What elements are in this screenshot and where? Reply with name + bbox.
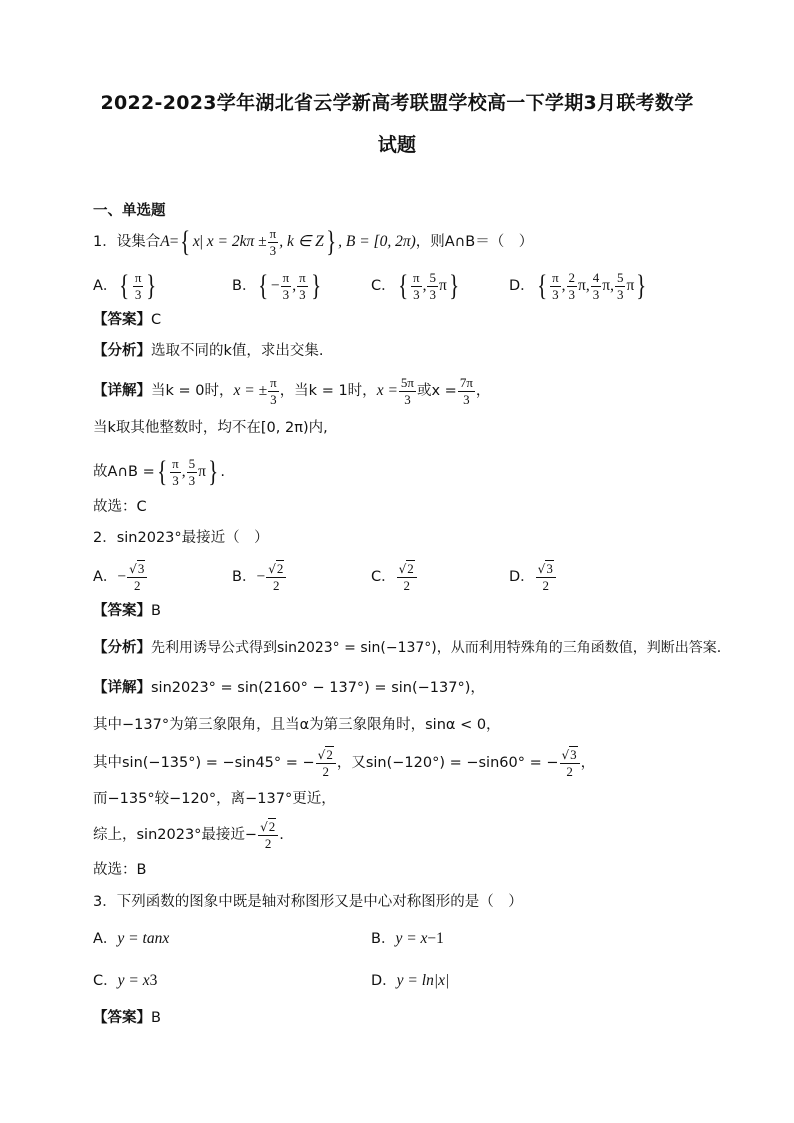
q2-stem: 2．sin2023°最接近（ ） (93, 530, 269, 546)
q1-option-b[interactable]: B． { − $\frac{\pi}{3}$ , $\frac{\pi}{3}$ } (232, 269, 321, 302)
q1-detail-line2: 当k取其他整数时，均不在[0, 2π)内, (93, 420, 328, 436)
q2-option-d[interactable]: D． $\frac{√3}{2}$ (509, 557, 557, 597)
q2-choose: 故选：B (93, 862, 147, 878)
q3-option-d[interactable]: D． y = ln|x| (371, 972, 450, 989)
q2-answer: 【答案】 B (93, 603, 161, 619)
q1-choose: 故选：C (93, 499, 147, 515)
q1-stem-suffix: ，则A∩B＝（ ） (415, 233, 534, 250)
q2-analysis: 【分析】 先利用诱导公式得到sin2023° = sin(−137°)，从而利用特殊角的三角函数值，判断出答案. (93, 640, 722, 657)
q2-option-b[interactable]: B． − $\frac{√2}{2}$ (232, 557, 287, 597)
q1-option-c[interactable]: C． { $\frac{\pi}{3}$ , $\frac{5}{3}$ π } (371, 269, 460, 302)
doc-title-line1: 2022-2023学年湖北省云学新高考联盟学校高一下学期3月联考数学 (100, 92, 694, 114)
q1-analysis: 【分析】 选取不同的k值，求出交集. (93, 343, 324, 359)
q2-option-a[interactable]: A． − $\frac{√3}{2}$ (93, 557, 148, 597)
q2-detail-line3: 其中sin(−135°) = −sin45° = − $\frac{√2}{2}$ ，又sin(−120°) = −sin60° = − $\frac{√3}{2}$ ， (93, 746, 596, 779)
q1-detail-line1: 【详解】 当k = 0时， x = ± $\frac{\pi}{3}$ ，当k = 1时， x = $\frac{5\pi}{3}$ 或x = $\frac{7\pi}{3}$ ， (93, 374, 491, 407)
q1-stem (93, 222, 533, 262)
q3-stem: 3．下列函数的图象中既是轴对称图形又是中心对称图形的是（ ） (93, 894, 523, 910)
q1-opta-rbrace: } (146, 269, 157, 302)
q1-set-body: x | x = 2kπ ± $\frac{\pi}{3}$ , k ∈ Z (192, 225, 324, 258)
q3-option-a[interactable]: A． y = tanx (93, 930, 170, 947)
q2-detail-line2: 其中−137°为第三象限角，且当α为第三象限角时，sinα < 0， (93, 717, 501, 733)
q3-option-c[interactable]: C． y = x 3 (93, 972, 158, 989)
q1-stem-prefix: 1．设集合 (93, 233, 161, 250)
q2-option-c[interactable]: C． $\frac{√2}{2}$ (371, 557, 418, 597)
q2-detail-line5: 综上，sin2023°最接近− $\frac{√2}{2}$ . (93, 818, 284, 851)
q2-detail-line1: 【详解】 sin2023° = sin(2160° − 137°) = sin(−137°)， (93, 680, 485, 696)
q1-opta-lbrace: { (119, 269, 130, 302)
q1-frac-pi-3: $\frac{\pi}{3}$ (269, 225, 277, 258)
q1-left-brace: { (180, 225, 191, 258)
q1-set-a: A= (160, 233, 179, 251)
q1-option-d[interactable]: D． { $\frac{\pi}{3}$ , $\frac{2}{3}$ π , $\frac{4}{3}$ π , $\frac{5}{3}$ π } (509, 269, 647, 302)
q1-detail-line3: 故A∩B = { $\frac{\pi}{3}$ , $\frac{5}{3}$ π } . (93, 455, 225, 488)
q1-set-b: , B = [0, 2π) (338, 233, 416, 251)
q1-right-brace: } (325, 225, 336, 258)
q2-detail-line4: 而−135°较−120°，离−137°更近， (93, 791, 336, 807)
doc-title-line2: 试题 (377, 134, 417, 156)
q1-answer: 【答案】 C (93, 312, 162, 328)
section-heading: 一、单选题 (93, 203, 166, 219)
q1-option-a[interactable]: A． { $\frac{\pi}{3}$ } (93, 269, 157, 302)
q3-option-b[interactable]: B． y = x −1 (371, 930, 444, 947)
q3-answer: 【答案】 B (93, 1010, 161, 1026)
